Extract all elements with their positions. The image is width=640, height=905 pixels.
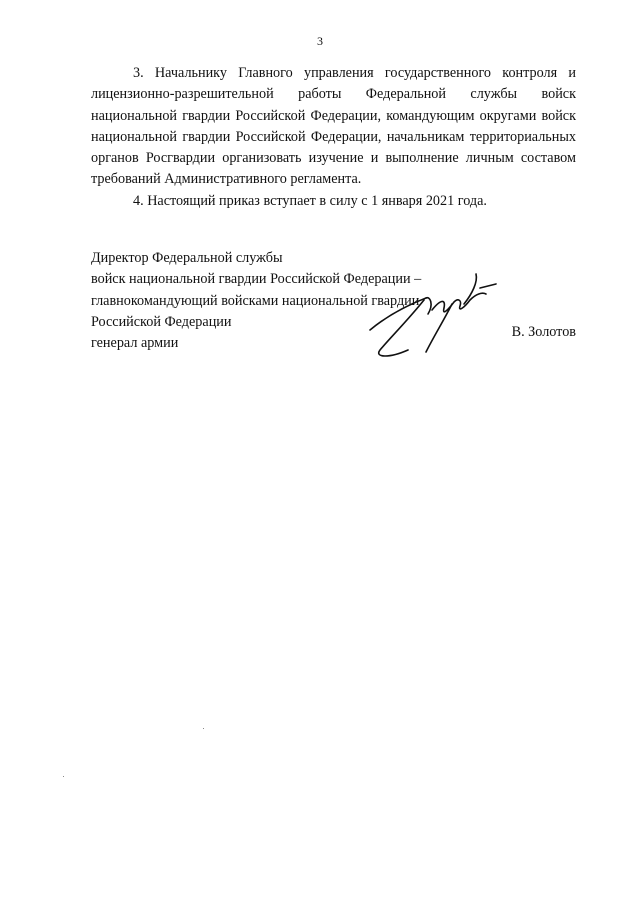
signatory-rank: генерал армии	[91, 335, 179, 352]
signature-stroke-lead	[370, 298, 426, 330]
signatory-title-line-1: Директор Федеральной службы	[91, 250, 283, 266]
signatory-title-line-4: Российской Федерации	[91, 313, 232, 330]
scan-speck	[63, 776, 64, 777]
scan-speck	[203, 728, 204, 729]
signer-name: В. Золотов	[511, 324, 576, 340]
signatory-title-line-3: главнокомандующий войсками национальной гвардии	[91, 292, 420, 309]
signatory-title-block	[91, 248, 576, 354]
paragraph-3: 3. Начальнику Главного управления государственного контроля и лицензионно-разрешительной работы Федеральной службы войск национальной гвардии Российской Федерации, командующим округами войск национальной гвардии Российской Федерации, начальникам территориальных органов Росгвардии организовать изучение и выполнение личным составом требований Административного регламента.	[91, 65, 576, 188]
document-body	[91, 63, 576, 212]
page-number: 3	[317, 34, 323, 48]
handwritten-signature	[368, 270, 498, 365]
paragraph-4: 4. Настоящий приказ вступает в силу с 1 января 2021 года.	[133, 192, 487, 209]
signature-stroke-body	[426, 293, 486, 314]
signatory-title-line-2: войск национальной гвардии Российской Федерации –	[91, 271, 422, 288]
signature-stroke-tail	[480, 284, 496, 288]
